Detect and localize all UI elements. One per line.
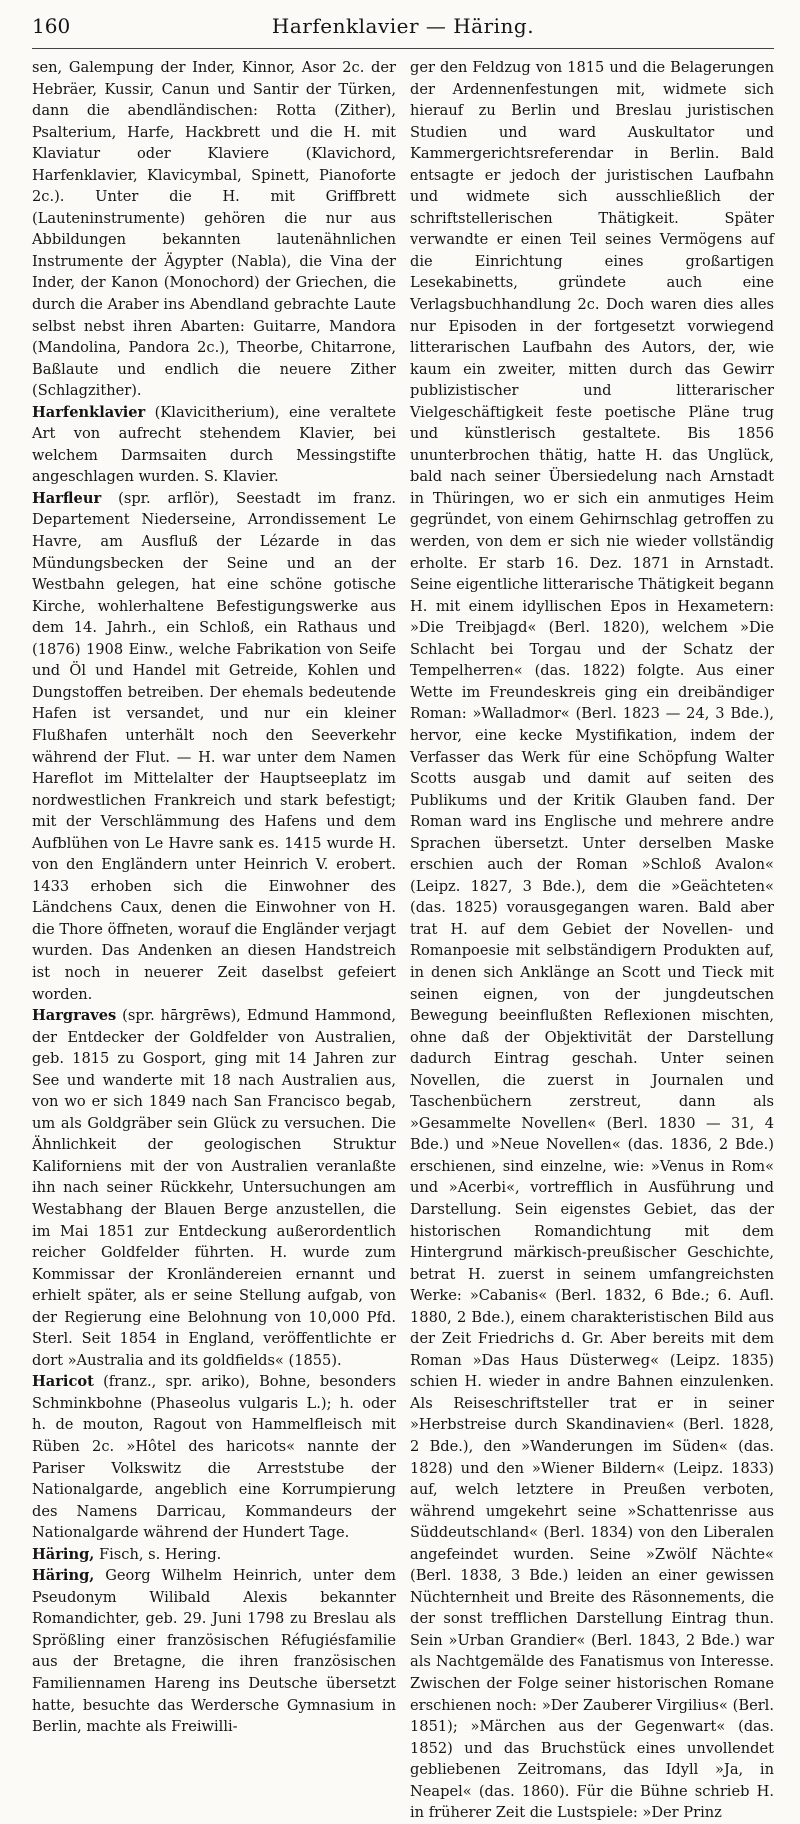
entry-text: ger den Feldzug von 1815 und die Belagerungen der Ardennenfestungen mit, widmete sich hierauf zu Berlin und Breslau juristischen Studien und ward Auskultator und Kammergerichtsreferendar in Berlin. Bald entsagte er jedoch der juristischen Laufbahn und widmete sich ausschließlich der schriftstellerischen Thätigkeit. Später verwandte er einen Teil seines Vermögens auf die Einrichtung eines großartigen Lesekabinetts, gründete auch eine Verlagsbuchhandlung 2c. Doch waren dies alles nur Episoden in der fortgesetzt vorwiegend litterarischen Laufbahn des Autors, der, wie kaum ein zweiter, mitten durch das Gewirr publizistischer und litterarischer Vielgeschäftigkeit feste poetische Pläne trug und künstlerisch gestaltete. Bis 1856 ununterbrochen thätig, hatte H. das Unglück, bald nach seiner Übersiedelung nach Arnstadt in Thüringen, wo er sich ein anmutiges Heim gegründet, von einem Gehirnschlag getroffen zu werden, von dem er sich nie wieder vollständig erholte. Er starb 16. Dez. 1871 in Arnstadt. Seine eigentliche litterarische Thätigkeit begann H. mit einem idyllischen Epos in Hexametern: »Die Treibjagd« (Berl. 1820), welchem »Die Schlacht bei Torgau und der Schatz der Tempelherren« (das. 1822) folgte. Aus einer Wette im Freundeskreis ging ein dreibändiger Roman: »Walladmor« (Berl. 1823 — 24, 3 Bde.), hervor, eine kecke Mystifikation, indem der Verfasser das Werk für eine Schöpfung Walter Scotts ausgab und damit auf seiten des Publikums und der Kritik Glauben fand. Der Roman ward ins Englische und mehrere andre Sprachen übersetzt. Unter derselben Maske erschien auch der Roman »Schloß Avalon« (Leipz. 1827, 3 Bde.), dem die »Geächteten« (das. 1825) vorausgegangen waren. Bald aber trat H. auf dem Gebiet der Novellen- und Romanpoesie mit selbständigern Produkten auf, in denen sich Anklänge an Scott und Tieck mit seinen eignen, von der jungdeutschen Bewegung beeinflußten Reflexionen mischten, ohne daß der Objektivität der Darstellung dadurch Eintrag geschah. Unter seinen Novellen, die zuerst in Journalen und Taschenbüchern zerstreut, dann als »Gesammelte Novellen« (Berl. 1830 — 31, 4 Bde.) und »Neue Novellen« (das. 1836, 2 Bde.) erschienen, sind einzelne, wie: »Venus in Rom« und »Acerbi«, vortrefflich in Ausführung und Darstellung. Sein eigenstes Gebiet, das der historischen Romandichtung mit dem Hintergrund märkisch-preußischer Geschichte, betrat H. zuerst in seinem umfangreichsten Werke: »Cabanis« (Berl. 1832, 6 Bde.; 6. Aufl. 1880, 2 Bde.), einem charakteristischen Bild aus der Zeit Friedrichs d. Gr. Aber bereits mit dem Roman »Das Haus Düsterweg« (Leipz. 1835) schien H. wieder in andre Bahnen einzulenken. Als Reiseschriftsteller trat er in seiner »Herbstreise durch Skandinavien« (Berl. 1828, 2 Bde.), den »Wanderungen im Süden« (das. 1828) und den »Wiener Bildern« (Leipz. 1833) auf, welch letztere in Preußen verboten, während umgekehrt seine »Schattenrisse aus Süddeutschland« (Berl. 1834) von den Liberalen angefeindet wurden. Seine »Zwölf Nächte« (Berl. 1838, 3 Bde.) leiden an einer gewissen Nüchternheit und Breite des Räsonnements, die der sonst trefflichen Darstellung Eintrag thun. Sein »Urban Grandier« (Berl. 1843, 2 Bde.) war als Nachtgemälde des Fanatismus von Interesse. Zwischen der Folge seiner historischen Romane erschienen noch: »Der Zauberer Virgilius« (Berl. 1851); »Märchen aus der Gegenwart« (das. 1852) und das Bruchstück eines unvollendet gebliebenen Zeitromans, das Idyll »Ja, in Neapel« (das. 1860). Für die Bühne schrieb H. in früherer Zeit die Lustspiele: »Der Prinz xyxy=(410,59,774,1822)
entry-text: Georg Wilhelm Heinrich, unter dem Pseudonym Wilibald Alexis bekannter Romandichter, geb. 29. Juni 1798 zu Breslau als Sprößling einer französischen Réfugiésfamilie aus der Bretagne, die ihren französischen Familiennamen Hareng ins Deutsche übersetzt hatte, besuchte das Werdersche Gymnasium in Berlin, machte als Freiwilli- xyxy=(32,1567,396,1736)
entry-headword: Haricot xyxy=(32,1373,94,1391)
dictionary-entry xyxy=(32,1005,396,1371)
dictionary-entry xyxy=(32,488,396,1005)
entry-text: Fisch, s. Hering. xyxy=(94,1545,222,1563)
entry-text: sen, Galempung der Inder, Kinnor, Asor 2c. der Hebräer, Kussir, Canun und Santir der Türken, dann die abendländischen: Rotta (Zither), Psalterium, Harfe, Hackbrett und die H. mit Klaviatur oder Klaviere (Klavichord, Harfenklavier, Klavicymbal, Spinett, Pianoforte 2c.). Unter die H. mit Griffbrett (Lauteninstrumente) gehören die nur aus Abbildungen bekannten lautenähnlichen Instrumente der Ägypter (Nabla), die Vina der Inder, der Kanon (Monochord) der Griechen, die durch die Araber ins Abendland gebrachte Laute selbst nebst ihren Abarten: Guitarre, Mandora (Mandolina, Pandora 2c.), Theorbe, Chitarrone, Baßlaute und endlich die neuere Zither (Schlagzither). xyxy=(32,59,396,400)
entry-text: (Klavicitherium), eine veraltete Art von aufrecht stehendem Klavier, bei welchem Darmsaiten durch Messingstifte angeschlagen wurden. S. Klavier. xyxy=(32,403,396,486)
dictionary-entry xyxy=(32,1565,396,1737)
entry-text: (spr. arflör), Seestadt im franz. Departement Niederseine, Arrondissement Le Havre, am Ausfluß der Lézarde in das Mündungsbecken der Seine und an der Westbahn gelegen, hat eine schöne gotische Kirche, wohlerhaltene Befestigungswerke aus dem 14. Jahrh., ein Schloß, ein Rathaus und (1876) 1908 Einw., welche Fabrikation von Seife und Öl und Handel mit Getreide, Kohlen und Dungstoffen betreiben. Der ehemals bedeutende Hafen ist versandet, und nur ein kleiner Flußhafen unterhält noch den Seeverkehr während der Flut. — H. war unter dem Namen Hareflot im Mittelalter der Hauptseeplatz im nordwestlichen Frankreich und stark befestigt; mit der Verschlämmung des Hafens und dem Aufblühen von Le Havre sank es. 1415 wurde H. von den Engländern unter Heinrich V. erobert. 1433 erhoben sich die Einwohner des Ländchens Caux, denen die Einwohner von H. die Thore öffneten, worauf die Engländer verjagt wurden. Das Andenken an diesen Handstreich ist noch in neuerer Zeit daselbst gefeiert worden. xyxy=(32,489,396,1003)
entry-text: (franz., spr. ariko), Bohne, besonders Schminkbohne (Phaseolus vulgaris L.); h. oder h. de mouton, Ragout von Hammelfleisch mit Rüben 2c. »Hôtel des haricots« nannte der Pariser Volkswitz die Arreststube der Nationalgarde, angeblich eine Korrumpierung des Namens Darricau, Kommandeurs der Nationalgarde während der Hundert Tage. xyxy=(32,1373,396,1542)
entry-headword: Häring, xyxy=(32,1545,95,1563)
running-head: Harfenklavier — Häring. xyxy=(271,14,535,38)
page-header xyxy=(32,14,774,49)
continued-paragraph xyxy=(410,57,774,1824)
dictionary-entry xyxy=(32,402,396,488)
continued-paragraph xyxy=(32,57,396,402)
text-columns xyxy=(32,57,774,1824)
entry-headword: Häring, xyxy=(32,1567,95,1585)
dictionary-entry xyxy=(32,1544,396,1566)
right-column xyxy=(410,57,774,1824)
entry-headword: Harfenklavier xyxy=(32,403,146,421)
dictionary-entry xyxy=(32,1371,396,1543)
entry-headword: Hargraves xyxy=(32,1007,117,1025)
left-column xyxy=(32,57,396,1824)
entry-text: (spr. hārgrēws), Edmund Hammond, der Entdecker der Goldfelder von Australien, geb. 1815 zu Gosport, ging mit 14 Jahren zur See und wanderte mit 18 nach Australien aus, von wo er sich 1849 nach San Francisco begab, um als Goldgräber sein Glück zu versuchen. Die Ähnlichkeit der geologischen Struktur Kaliforniens mit der von Australien veranlaßte ihn nach seiner Rückkehr, Untersuchungen am Westabhang der Blauen Berge anzustellen, die im Mai 1851 zur Entdeckung außerordentlich reicher Goldfelder führten. H. wurde zum Kommissar der Kronländereien ernannt und erhielt später, als er seine Stellung aufgab, von der Regierung eine Belohnung von 10,000 Pfd. Sterl. Seit 1854 in England, veröffentlichte er dort »Australia and its goldfields« (1855). xyxy=(32,1007,396,1369)
page-number: 160 xyxy=(32,14,71,38)
entry-headword: Harfleur xyxy=(32,489,102,507)
